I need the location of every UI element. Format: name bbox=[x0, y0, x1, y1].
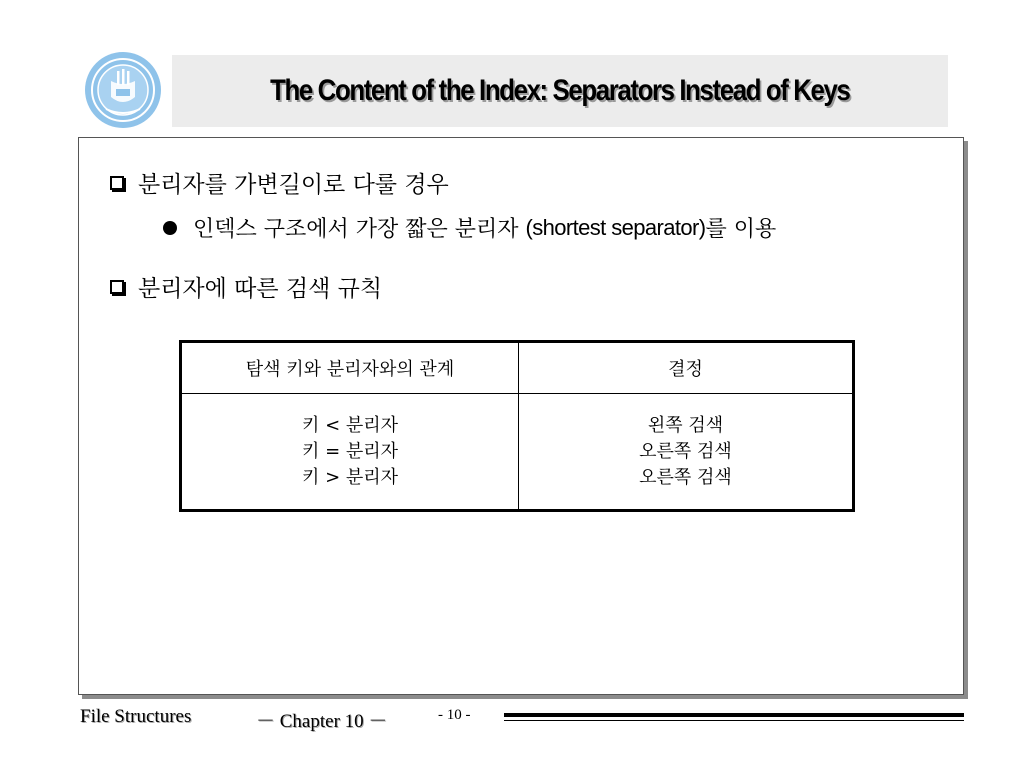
footer-course: File Structures bbox=[80, 706, 192, 727]
relation-equal: 키 = 분리자 bbox=[301, 440, 399, 462]
bullet-search-rules bbox=[110, 270, 382, 303]
table-header-decision: 결정 bbox=[519, 342, 854, 394]
square-bullet-icon bbox=[110, 176, 124, 190]
search-rules-table bbox=[179, 340, 855, 512]
decision-cell bbox=[519, 394, 854, 511]
table-header-row bbox=[181, 342, 854, 394]
bullet-text: 분리자에 따른 검색 규칙 bbox=[138, 276, 383, 302]
relation-cell bbox=[181, 394, 519, 511]
footer-chapter: － Chapter 10 － bbox=[256, 711, 388, 732]
page-number: - 10 - bbox=[438, 707, 471, 723]
table-header-relation: 탐색 키와 분리자와의 관계 bbox=[181, 342, 519, 394]
round-bullet-icon bbox=[163, 221, 177, 235]
university-seal-icon bbox=[84, 51, 162, 129]
sub-bullet-text-part2: (shortest separator) bbox=[525, 214, 706, 240]
decision-left: 왼쪽 검색 bbox=[647, 414, 724, 436]
table-row bbox=[181, 394, 854, 511]
sub-bullet-shortest-separator bbox=[163, 212, 776, 243]
bullet-variable-length-separators bbox=[110, 166, 449, 199]
decision-right-equal: 오른쪽 검색 bbox=[639, 440, 732, 462]
bullet-text: 분리자를 가변길이로 다룰 경우 bbox=[138, 172, 449, 198]
footer-rule-thick bbox=[504, 713, 964, 717]
relation-less: 키 < 분리자 bbox=[301, 414, 399, 436]
slide-title: The Content of the Index: Separators Instead of Keys bbox=[270, 74, 850, 107]
footer-rule-thin bbox=[504, 720, 964, 721]
title-bar bbox=[172, 55, 948, 127]
sub-bullet-text-part1: 인덱스 구조에서 가장 짧은 분리자 bbox=[193, 217, 519, 242]
decision-right-greater: 오른쪽 검색 bbox=[639, 466, 732, 488]
square-bullet-icon bbox=[110, 280, 124, 294]
sub-bullet-text-part3: 를 이용 bbox=[705, 217, 777, 242]
relation-greater: 키 > 분리자 bbox=[301, 466, 399, 488]
